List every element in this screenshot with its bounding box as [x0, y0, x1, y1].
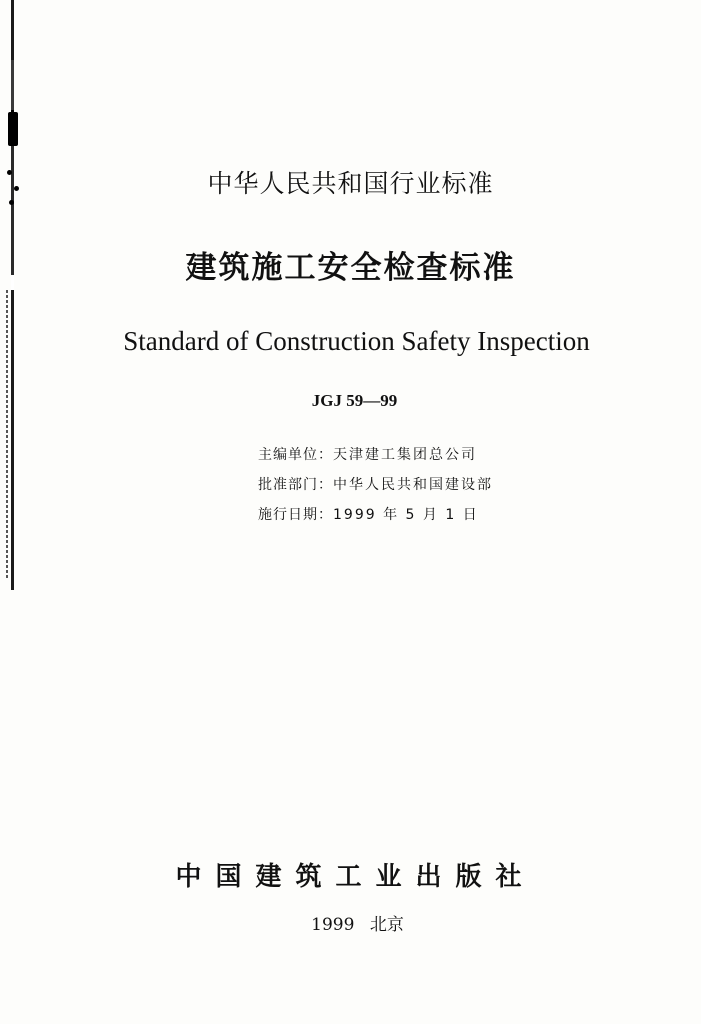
effective-date-value: 1999 年 5 月 1 日: [333, 507, 479, 523]
document-metadata: [258, 440, 493, 530]
publication-year-place: 1999 北京: [311, 915, 404, 935]
standard-series-title: 中华人民共和国行业标准: [207, 169, 494, 198]
editor-row: [258, 440, 493, 470]
editor-value: 天津建工集团总公司: [333, 447, 477, 463]
approver-row: [258, 470, 493, 500]
binding-edge-blot: [8, 112, 18, 146]
effective-date-row: [258, 500, 493, 530]
approver-label: 批准部门：: [258, 477, 333, 493]
publisher-name: 中国建筑工业出版社: [175, 862, 536, 892]
standard-code: JGJ 59—99: [311, 391, 398, 410]
binding-edge-mark: [11, 0, 14, 590]
document-title-chinese: 建筑施工安全检查标准: [185, 250, 516, 286]
editor-label: 主编单位：: [258, 447, 333, 463]
binding-edge-dot: [9, 200, 14, 205]
approver-value: 中华人民共和国建设部: [333, 477, 493, 493]
effective-date-label: 施行日期：: [258, 507, 333, 523]
document-title-english: Standard of Construction Safety Inspection: [123, 326, 590, 356]
